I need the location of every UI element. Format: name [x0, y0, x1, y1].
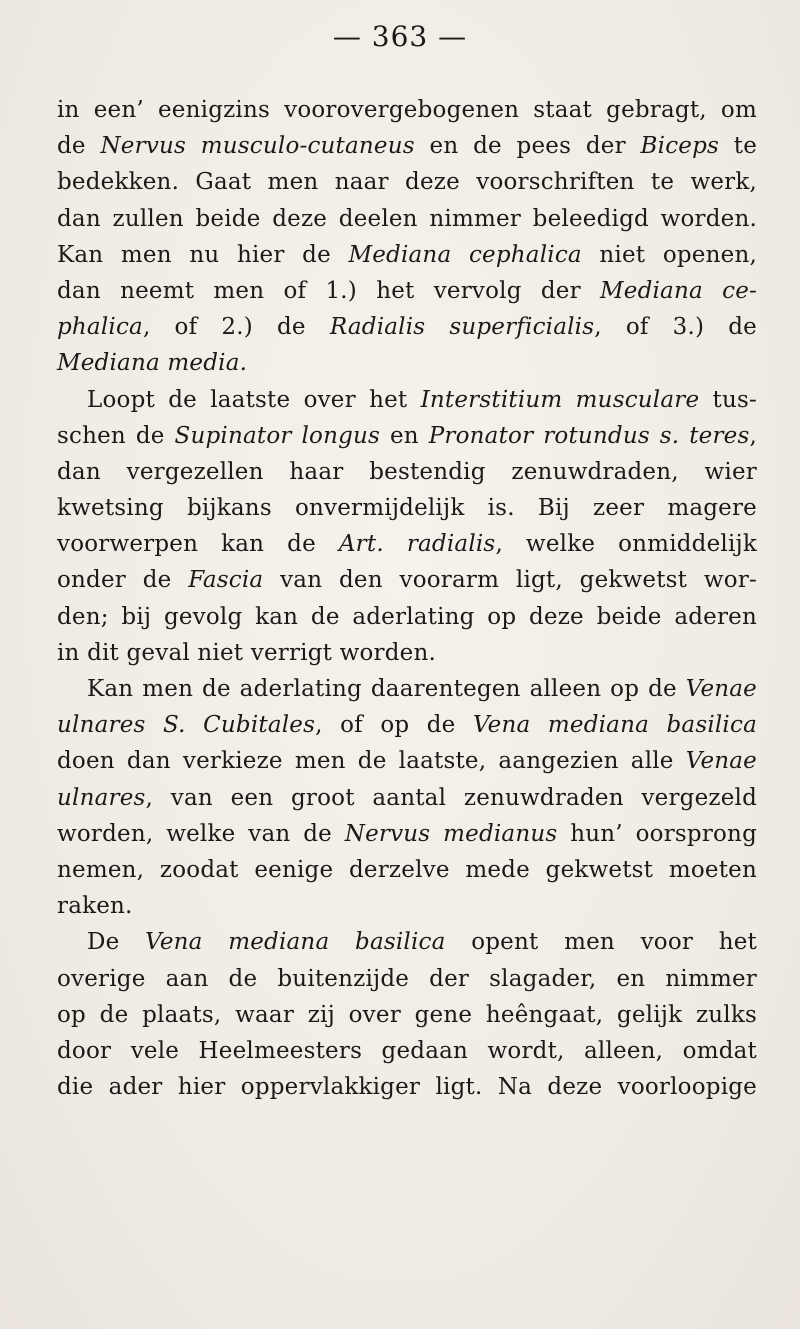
text-segment: dan zullen beide deze deelen nimmer beleedigd worden.: [57, 205, 757, 232]
latin-term: Vena mediana basilica: [145, 929, 446, 956]
text-line: [57, 418, 757, 454]
text-segment: Kan men de aderlating daarentegen alleen op de: [87, 676, 686, 702]
latin-term: Fascia: [188, 567, 264, 594]
text-line: [57, 888, 757, 924]
text-segment: dan vergezellen haar bestendig zenuwdraden, wier: [57, 458, 757, 485]
text-line: [57, 707, 757, 743]
text-segment: doen dan verkieze men de laatste, aangezien alle: [57, 748, 686, 775]
latin-term: Mediana cephalica: [348, 241, 582, 268]
latin-term: ulnares S. Cubitales: [57, 712, 316, 739]
text-segment: worden, welke van de: [57, 820, 345, 847]
text-segment: door vele Heelmeesters gedaan wordt, alleen, omdat: [57, 1037, 757, 1064]
text-segment: kwetsing bijkans onvermijdelijk is. Bij zeer magere: [57, 495, 757, 522]
text-line: [57, 526, 757, 562]
text-segment: De: [87, 929, 146, 956]
text-segment: onder de: [57, 567, 189, 594]
text-segment: , of op de: [315, 712, 473, 739]
text-line: [57, 924, 757, 960]
latin-term: Biceps: [640, 133, 720, 160]
latin-term: Venae: [685, 676, 757, 702]
text-line: [57, 562, 757, 598]
text-segment: , of 2.) de: [142, 314, 330, 341]
text-line: [57, 852, 757, 888]
text-segment: en: [380, 422, 429, 449]
text-line: [57, 92, 757, 128]
text-line: [57, 743, 757, 779]
text-segment: , van een groot aantal zenuwdraden vergezeld: [145, 784, 757, 811]
text-segment: en de pees der: [414, 133, 641, 160]
text-line: [57, 671, 757, 707]
text-line: [57, 164, 757, 200]
text-segment: opent men voor het: [445, 929, 757, 956]
text-line: [57, 273, 757, 309]
text-segment: dan neemt men of 1.) het vervolg der: [57, 277, 601, 304]
text-line: [57, 201, 757, 237]
text-segment: nemen, zoodat eenige derzelve mede gekwetst moeten: [57, 856, 757, 883]
text-segment: Kan men nu hier de: [57, 241, 349, 268]
text-line: [57, 780, 757, 816]
page-number: — 363 —: [332, 20, 468, 53]
text-segment: bedekken. Gaat men naar deze voorschriften te werk,: [57, 169, 757, 196]
text-line: [57, 345, 757, 381]
text-segment: hun’ oorsprong: [557, 820, 757, 847]
text-segment: den; bij gevolg kan de aderlating op deze beide aderen: [57, 603, 757, 630]
text-line: [57, 454, 757, 490]
latin-term: Vena mediana basilica: [472, 712, 757, 739]
text-segment: in een’ eenigzins voorovergebogenen staat gebragt, om: [57, 97, 757, 123]
text-segment: van den voorarm ligt, gekwetst wor-: [263, 567, 757, 594]
text-segment: overige aan de buitenzijde der slagader, en nimmer: [57, 965, 757, 992]
text-segment: tus-: [699, 386, 757, 413]
latin-term: Mediana media.: [57, 350, 248, 377]
text-segment: schen de: [57, 422, 175, 449]
text-segment: niet openen,: [581, 241, 757, 268]
text-line: [57, 1069, 757, 1105]
text-line: [57, 237, 757, 273]
text-line: [57, 309, 757, 345]
text-segment: , welke onmiddelijk: [495, 531, 757, 558]
latin-term: Supinator longus: [174, 422, 381, 449]
latin-term: Venae: [685, 748, 757, 775]
text-segment: op de plaats, waar zij over gene heêngaat, gelijk zulks: [57, 1001, 757, 1028]
text-segment: in dit geval niet verrigt worden.: [57, 639, 436, 666]
text-segment: Loopt de laatste over het: [87, 386, 421, 413]
text-line: [57, 490, 757, 526]
text-line: [57, 816, 757, 852]
latin-term: Pronator rotundus s. teres: [428, 422, 750, 449]
latin-term: Interstitium musculare: [420, 386, 700, 413]
latin-term: Mediana ce-: [600, 277, 757, 304]
body-text: [57, 92, 757, 1105]
text-line: [57, 382, 757, 418]
text-segment: voorwerpen kan de: [57, 531, 339, 558]
text-segment: , of 3.) de: [594, 314, 757, 341]
latin-term: ulnares: [57, 784, 146, 811]
text-line: [57, 1033, 757, 1069]
text-line: [57, 961, 757, 997]
latin-term: phalica: [57, 314, 143, 341]
text-segment: die ader hier oppervlakkiger ligt. Na deze voorloopige: [57, 1074, 757, 1101]
text-line: [57, 599, 757, 635]
text-line: [57, 997, 757, 1033]
text-segment: de: [57, 133, 101, 160]
text-segment: te: [719, 133, 758, 160]
latin-term: Nervus musculo-cutaneus: [100, 133, 415, 160]
text-line: [57, 635, 757, 671]
latin-term: Art. radialis: [338, 531, 496, 558]
text-segment: ,: [749, 422, 757, 449]
latin-term: Radialis superficialis: [329, 314, 595, 341]
text-segment: raken.: [57, 893, 133, 920]
latin-term: Nervus medianus: [344, 820, 558, 847]
text-line: [57, 128, 757, 164]
